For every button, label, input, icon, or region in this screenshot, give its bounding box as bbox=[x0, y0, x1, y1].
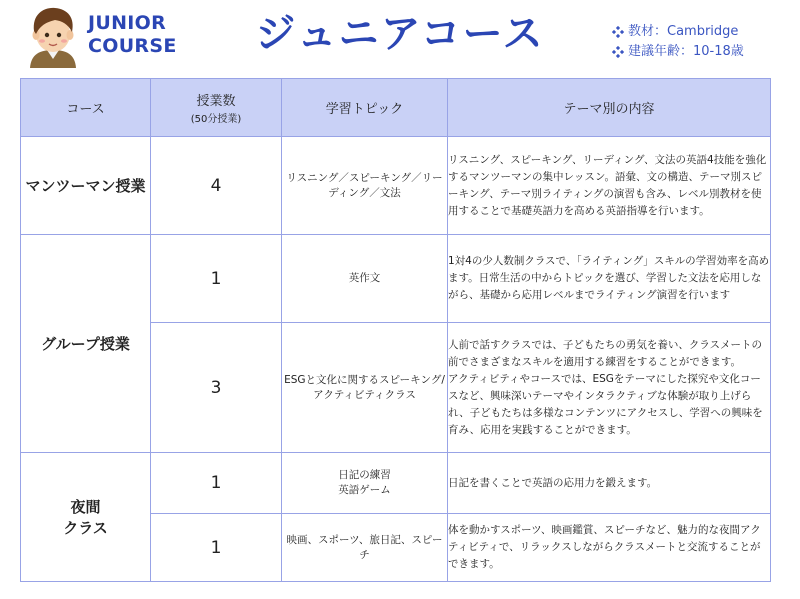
topic-cell: ESGと文化に関するスピーキング/アクティビティクラス bbox=[282, 323, 448, 453]
lesson-count-cell: 1 bbox=[151, 235, 282, 323]
boy-avatar-icon bbox=[22, 4, 84, 68]
topic-cell: リスニング／スピーキング／リーディング／文法 bbox=[282, 137, 448, 235]
brand-line-2: COURSE bbox=[88, 35, 177, 57]
content-cell: 1対4の少人数制クラスで、「ライティング」スキルの学習効率を高めます。日常生活の中からトピックを選び、学習した文法を応用しながら、基礎から応用レベルまでライティング演習を行います bbox=[448, 235, 771, 323]
content-cell: 体を動かすスポーツ、映画鑑賞、スピーチなど、魅力的な夜間アクティビティで、リラックスしながらクラスメートと交流することができます。 bbox=[448, 514, 771, 582]
table-row bbox=[21, 453, 771, 514]
content-cell: リスニング、スピーキング、リーディング、文法の英語4技能を強化するマンツーマンの集中レッスン。語彙、文の構造、テーマ別スピーキング、テーマ別ライティングの演習も含み、レベル別教材を使用することで基礎英語力を高める英語指導を行います。 bbox=[448, 137, 771, 235]
column-header-lessons bbox=[151, 79, 282, 137]
meta-textbook-text: 教材：Cambridge bbox=[628, 24, 739, 39]
diamond-bullet-icon bbox=[612, 26, 624, 38]
column-header-lessons-label: 授業数 bbox=[196, 94, 236, 109]
course-table bbox=[20, 78, 771, 582]
column-header-lessons-sub: (50分授業) bbox=[190, 114, 242, 125]
lesson-count-cell: 3 bbox=[151, 323, 282, 453]
lesson-count-cell: 1 bbox=[151, 453, 282, 514]
course-meta bbox=[612, 22, 744, 62]
content-cell: 人前で話すクラスでは、子どもたちの勇気を養い、クラスメートの前でさまざまなスキルを適用する練習をすることができます。 アクティビティやコースでは、ESGをテーマにした探究や文化コースなど、興味深いテーマやインタラクティブな体験が取り上げられ、子どもたちは多様なコンテンツにアクセスし、学習への興味を育み、応用を実践することができます。 bbox=[448, 323, 771, 453]
topic-cell: 日記の練習 英語ゲーム bbox=[282, 453, 448, 514]
content-cell: 日記を書くことで英語の応用力を鍛えます。 bbox=[448, 453, 771, 514]
brand-logo-text bbox=[88, 12, 177, 58]
lesson-count-cell: 1 bbox=[151, 514, 282, 582]
column-header-topic: 学習トピック bbox=[282, 79, 448, 137]
topic-cell: 英作文 bbox=[282, 235, 448, 323]
lesson-count-cell: 4 bbox=[151, 137, 282, 235]
column-header-course: コース bbox=[21, 79, 151, 137]
table-row bbox=[21, 137, 771, 235]
course-name-cell: グループ授業 bbox=[21, 235, 151, 453]
page-title: ジュニアコース bbox=[255, 11, 545, 57]
brand-line-1: JUNIOR bbox=[88, 12, 167, 34]
meta-age-text: 建議年齢：10-18歳 bbox=[628, 44, 744, 59]
course-name-cell: 夜間 クラス bbox=[21, 453, 151, 582]
meta-textbook bbox=[612, 22, 744, 42]
meta-age bbox=[612, 42, 744, 62]
topic-cell: 映画、スポーツ、旅日記、スピーチ bbox=[282, 514, 448, 582]
table-header-row bbox=[21, 79, 771, 137]
page-header bbox=[0, 0, 800, 78]
table-row bbox=[21, 235, 771, 323]
column-header-content: テーマ別の内容 bbox=[448, 79, 771, 137]
course-name-cell: マンツーマン授業 bbox=[21, 137, 151, 235]
diamond-bullet-icon bbox=[612, 46, 624, 58]
